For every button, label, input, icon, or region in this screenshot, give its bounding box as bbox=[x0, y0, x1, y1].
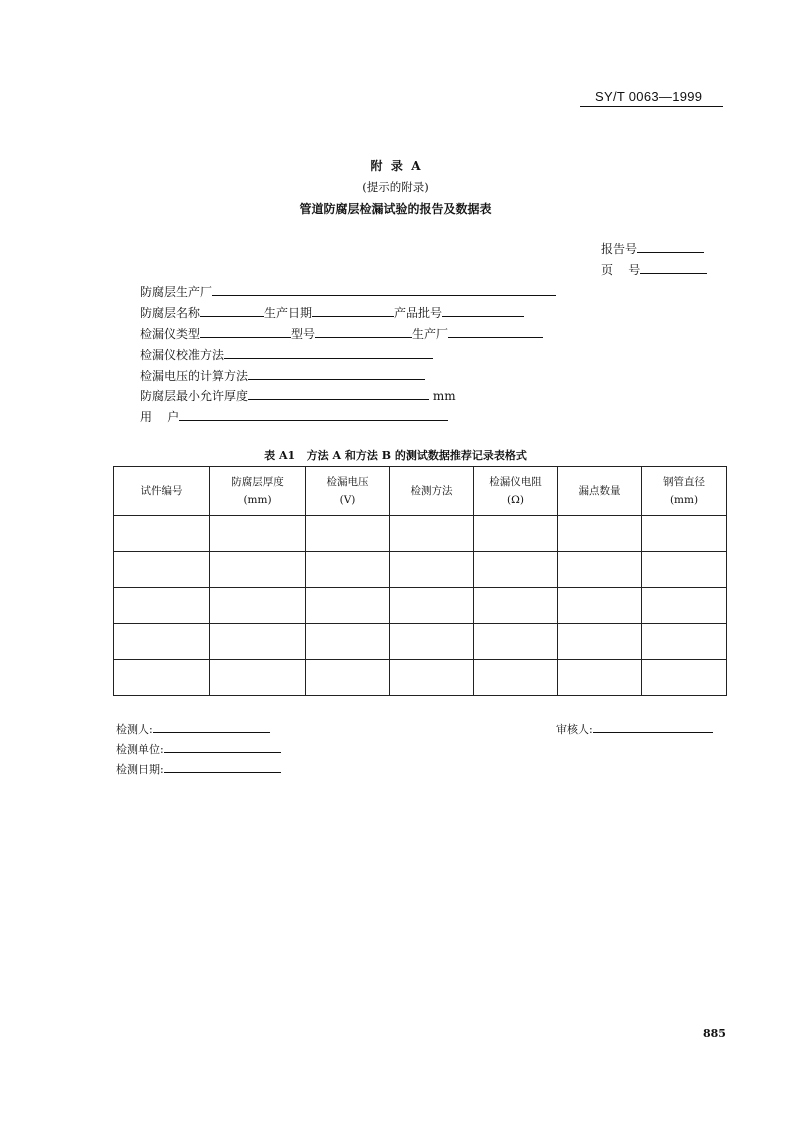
calibration-method-blank[interactable] bbox=[224, 346, 433, 359]
table-cell[interactable] bbox=[642, 552, 727, 588]
table-cell[interactable] bbox=[558, 516, 642, 552]
table-cell[interactable] bbox=[210, 552, 306, 588]
table-cell[interactable] bbox=[390, 660, 474, 696]
inspector-field bbox=[116, 721, 270, 737]
column-header: 钢管直径 (mm) bbox=[642, 467, 727, 516]
table-cell[interactable] bbox=[642, 588, 727, 624]
appendix-title: 附 录 A bbox=[370, 159, 421, 173]
inspection-date-field bbox=[116, 761, 281, 777]
table-cell[interactable] bbox=[114, 552, 210, 588]
user-blank[interactable] bbox=[179, 408, 448, 421]
voltage-method-blank[interactable] bbox=[248, 367, 425, 380]
user-field bbox=[140, 408, 448, 425]
column-header: 防腐层厚度 (mm) bbox=[210, 467, 306, 516]
inspector-blank[interactable] bbox=[153, 722, 270, 733]
table-header-row bbox=[114, 467, 727, 516]
table-cell[interactable] bbox=[210, 660, 306, 696]
document-title: 管道防腐层检漏试验的报告及数据表 bbox=[299, 202, 492, 216]
detector-manufacturer-label: 生产厂 bbox=[412, 327, 449, 341]
coating-name-label: 防腐层名称 bbox=[140, 306, 201, 320]
inspector-label: 检测人: bbox=[116, 723, 153, 736]
table-cell[interactable] bbox=[390, 552, 474, 588]
reviewer-blank[interactable] bbox=[593, 722, 713, 733]
inspection-date-blank[interactable] bbox=[164, 762, 281, 773]
table-row bbox=[114, 588, 727, 624]
table-cell[interactable] bbox=[390, 588, 474, 624]
table-cell[interactable] bbox=[474, 516, 558, 552]
manufacturer-field bbox=[140, 283, 556, 300]
voltage-method-label: 检漏电压的计算方法 bbox=[140, 369, 249, 383]
page-number-field bbox=[601, 261, 707, 278]
table-cell[interactable] bbox=[474, 660, 558, 696]
column-header: 漏点数量 bbox=[558, 467, 642, 516]
table-body bbox=[114, 516, 727, 696]
table-cell[interactable] bbox=[642, 660, 727, 696]
manufacturer-label: 防腐层生产厂 bbox=[140, 285, 213, 299]
inspection-date-label: 检测日期: bbox=[116, 763, 164, 776]
table-cell[interactable] bbox=[558, 552, 642, 588]
table-cell[interactable] bbox=[306, 624, 390, 660]
table-cell[interactable] bbox=[114, 516, 210, 552]
table-cell[interactable] bbox=[474, 588, 558, 624]
user-label: 用 户 bbox=[140, 410, 180, 424]
inspection-unit-field bbox=[116, 741, 281, 757]
reviewer-label: 审核人: bbox=[556, 723, 593, 736]
table-cell[interactable] bbox=[558, 660, 642, 696]
report-number-field bbox=[601, 240, 704, 257]
table-cell[interactable] bbox=[390, 624, 474, 660]
min-thickness-blank[interactable] bbox=[248, 387, 429, 400]
page-number-blank[interactable] bbox=[640, 261, 707, 274]
table-cell[interactable] bbox=[114, 588, 210, 624]
table-cell[interactable] bbox=[306, 516, 390, 552]
page-number-label: 页 号 bbox=[601, 263, 641, 277]
calibration-method-label: 检漏仪校准方法 bbox=[140, 348, 225, 362]
table-cell[interactable] bbox=[306, 588, 390, 624]
table-cell[interactable] bbox=[474, 624, 558, 660]
standard-code: SY/T 0063—1999 bbox=[595, 89, 703, 104]
coating-info-row bbox=[140, 304, 524, 321]
min-thickness-unit: mm bbox=[432, 389, 456, 403]
detector-info-row bbox=[140, 325, 543, 342]
table-cell[interactable] bbox=[114, 624, 210, 660]
column-header: 检漏电压 (V) bbox=[306, 467, 390, 516]
inspection-unit-blank[interactable] bbox=[164, 742, 281, 753]
report-number-blank[interactable] bbox=[637, 240, 704, 253]
product-batch-label: 产品批号 bbox=[394, 306, 443, 320]
model-blank[interactable] bbox=[315, 325, 412, 338]
column-header: 试件编号 bbox=[114, 467, 210, 516]
table-cell[interactable] bbox=[390, 516, 474, 552]
table-cell[interactable] bbox=[642, 516, 727, 552]
detector-manufacturer-blank[interactable] bbox=[448, 325, 543, 338]
voltage-method-field bbox=[140, 367, 425, 384]
appendix-note: (提示的附录) bbox=[362, 180, 429, 194]
inspection-unit-label: 检测单位: bbox=[116, 743, 164, 756]
table-cell[interactable] bbox=[558, 588, 642, 624]
table-title: 表 A1 方法 A 和方法 B 的测试数据推荐记录表格式 bbox=[264, 449, 527, 462]
report-number-label: 报告号 bbox=[601, 242, 638, 256]
table-row bbox=[114, 552, 727, 588]
detector-type-label: 检漏仪类型 bbox=[140, 327, 201, 341]
min-thickness-label: 防腐层最小允许厚度 bbox=[140, 389, 249, 403]
table-cell[interactable] bbox=[114, 660, 210, 696]
table-row bbox=[114, 516, 727, 552]
table-row bbox=[114, 660, 727, 696]
detector-type-blank[interactable] bbox=[200, 325, 291, 338]
column-header: 检漏仪电阻 (Ω) bbox=[474, 467, 558, 516]
table-cell[interactable] bbox=[306, 660, 390, 696]
model-label: 型号 bbox=[291, 327, 316, 341]
table-cell[interactable] bbox=[210, 624, 306, 660]
table-cell[interactable] bbox=[558, 624, 642, 660]
page-number: 885 bbox=[703, 1027, 726, 1040]
reviewer-field bbox=[556, 721, 713, 737]
product-batch-blank[interactable] bbox=[442, 304, 524, 317]
table-cell[interactable] bbox=[210, 588, 306, 624]
production-date-blank[interactable] bbox=[312, 304, 394, 317]
table-cell[interactable] bbox=[642, 624, 727, 660]
production-date-label: 生产日期 bbox=[264, 306, 313, 320]
coating-name-blank[interactable] bbox=[200, 304, 264, 317]
calibration-method-field bbox=[140, 346, 433, 363]
manufacturer-blank[interactable] bbox=[212, 283, 556, 296]
table-cell[interactable] bbox=[474, 552, 558, 588]
table-cell[interactable] bbox=[210, 516, 306, 552]
column-header: 检测方法 bbox=[390, 467, 474, 516]
header-rule bbox=[580, 106, 723, 107]
table-row bbox=[114, 624, 727, 660]
data-table bbox=[113, 466, 727, 696]
min-thickness-field bbox=[140, 387, 456, 404]
table-cell[interactable] bbox=[306, 552, 390, 588]
